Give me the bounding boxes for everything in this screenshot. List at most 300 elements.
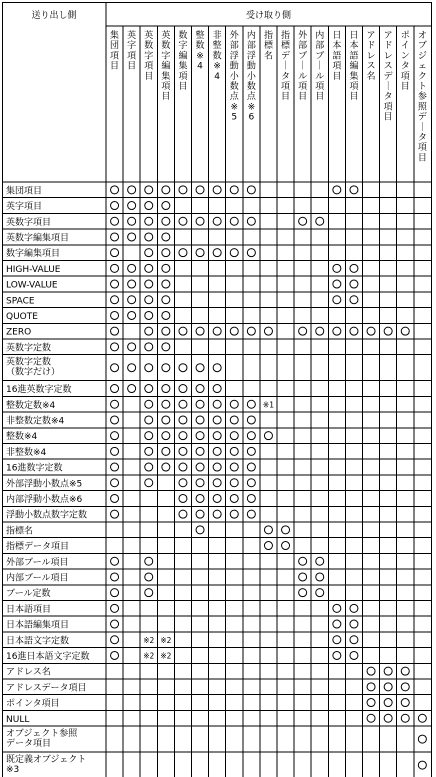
column-header-char: ア: [383, 31, 393, 41]
column-header-char: 編: [178, 51, 188, 62]
allowed-mark: [179, 494, 187, 502]
allowed-mark: [179, 364, 187, 372]
row-label: 集団項目: [6, 186, 43, 197]
table-row: [6, 200, 170, 212]
table-row: [6, 247, 255, 259]
column-header-char: ｜: [298, 61, 308, 72]
allowed-mark: [247, 510, 255, 518]
allowed-mark: [247, 186, 255, 194]
column-header-char: 数: [161, 41, 171, 52]
allowed-mark: [247, 494, 255, 502]
allowed-mark: [162, 385, 170, 393]
column-header-char: ブ: [417, 41, 427, 52]
allowed-mark: [145, 447, 153, 455]
allowed-mark: [179, 463, 187, 471]
row-label: （数字だけ）: [6, 367, 61, 378]
allowed-mark: [111, 573, 119, 581]
allowed-mark: [111, 249, 119, 257]
allowed-mark: [179, 479, 187, 487]
allowed-mark: [196, 494, 204, 502]
table-row: [6, 698, 409, 709]
allowed-mark: [179, 432, 187, 440]
allowed-mark: [111, 432, 119, 440]
allowed-mark: [418, 735, 426, 743]
column-header: [196, 29, 205, 72]
column-header-char: 集: [178, 61, 188, 72]
column-header-char: 5: [231, 112, 238, 123]
allowed-mark: [299, 573, 307, 581]
column-header: [418, 30, 428, 163]
column-header-char: 項: [315, 82, 325, 92]
allowed-mark: [179, 249, 187, 257]
allowed-mark: [111, 217, 119, 225]
column-header: [349, 30, 358, 102]
column-header-char: 字: [144, 51, 154, 62]
column-header-char: 項: [110, 51, 120, 62]
allowed-mark: [213, 327, 221, 335]
row-label: ZERO: [6, 327, 32, 338]
row-label: 外部ブール項目: [6, 557, 69, 568]
column-header-char: 字: [127, 41, 137, 52]
column-header-char: 項: [349, 82, 359, 92]
allowed-mark: [111, 400, 119, 408]
allowed-mark: [230, 217, 238, 225]
column-header-char: 集: [349, 71, 359, 82]
column-header-char: 項: [332, 61, 342, 72]
allowed-mark: [145, 249, 153, 257]
allowed-mark: [230, 249, 238, 257]
allowed-mark: [196, 447, 204, 455]
row-label: 非整数※4: [6, 447, 47, 458]
allowed-mark: [111, 651, 119, 659]
allowed-mark: [401, 667, 409, 675]
column-header-char: 非: [212, 31, 222, 41]
allowed-mark: [145, 479, 153, 487]
allowed-mark: [230, 463, 238, 471]
column-header-char: 内: [315, 31, 325, 41]
allowed-mark: [247, 217, 255, 225]
table-row: [6, 524, 290, 536]
allowed-mark: [299, 217, 307, 225]
row-label: LOW-VALUE: [6, 280, 58, 291]
column-header-char: 項: [281, 82, 291, 92]
allowed-mark: [213, 364, 221, 372]
allowed-mark: [333, 651, 341, 659]
table-row: [6, 414, 255, 426]
column-header-char: 数: [246, 82, 256, 92]
column-header-char: 目: [127, 61, 137, 72]
column-header-char: 目: [144, 71, 154, 82]
note-mark: ※2: [143, 651, 155, 661]
row-label: 16進数字定数: [6, 463, 63, 474]
row-label: 日本語文字定数: [6, 636, 70, 647]
table-row: [6, 509, 255, 521]
table-row: [6, 446, 255, 458]
row-label: 16進日本語文字定数: [6, 651, 90, 662]
note-mark: ※1: [262, 400, 274, 410]
allowed-mark: [418, 714, 426, 722]
column-header-char: タ: [417, 133, 427, 143]
allowed-mark: [213, 400, 221, 408]
allowed-mark: [179, 400, 187, 408]
allowed-mark: [111, 186, 119, 194]
table-row: [6, 753, 426, 775]
allowed-mark: [128, 233, 136, 241]
allowed-mark: [230, 327, 238, 335]
table-row: [6, 666, 409, 678]
column-header-char: ポ: [400, 31, 410, 41]
row-label: SPACE: [6, 296, 35, 307]
column-header: [298, 29, 308, 102]
allowed-mark: [162, 432, 170, 440]
allowed-mark: [128, 296, 136, 304]
column-header-char: 動: [246, 61, 256, 72]
allowed-mark: [162, 249, 170, 257]
allowed-mark: [128, 311, 136, 319]
table-row: [6, 727, 426, 749]
allowed-mark: [162, 311, 170, 319]
allowed-mark: [179, 217, 187, 225]
allowed-mark: [111, 620, 119, 628]
column-header: [264, 29, 274, 61]
allowed-mark: [230, 494, 238, 502]
row-label: アドレス名: [6, 667, 51, 678]
column-header-char: オ: [417, 31, 427, 41]
allowed-mark: [196, 432, 204, 440]
allowed-mark: [196, 526, 204, 534]
column-header-char: 編: [349, 61, 359, 72]
allowed-mark: [111, 463, 119, 471]
allowed-mark: [333, 620, 341, 628]
column-header: [230, 29, 240, 123]
allowed-mark: [418, 761, 426, 769]
allowed-mark: [213, 217, 221, 225]
table-row: [6, 603, 358, 615]
table-row: [6, 540, 290, 552]
table-row: [6, 430, 272, 442]
allowed-mark: [333, 636, 341, 644]
column-header-char: 数: [144, 41, 154, 52]
column-header: [161, 29, 170, 102]
row-label: 内部浮動小数点※6: [6, 494, 83, 505]
column-header-char: 目: [400, 82, 410, 92]
allowed-mark: [111, 479, 119, 487]
row-label: 指標名: [6, 526, 34, 537]
allowed-mark: [162, 280, 170, 288]
allowed-mark: [145, 364, 153, 372]
allowed-mark: [213, 432, 221, 440]
allowed-mark: [299, 557, 307, 565]
allowed-mark: [145, 327, 153, 335]
column-header-char: 部: [246, 41, 256, 52]
column-header-char: 編: [161, 61, 171, 72]
allowed-mark: [111, 589, 119, 597]
allowed-mark: [230, 400, 238, 408]
column-header-char: 集: [161, 71, 171, 82]
allowed-mark: [111, 296, 119, 304]
allowed-mark: [145, 311, 153, 319]
column-header-char: 数: [212, 51, 222, 62]
allowed-mark: [162, 463, 170, 471]
allowed-mark: [162, 186, 170, 194]
allowed-mark: [128, 385, 136, 393]
column-header-char: ル: [298, 71, 308, 82]
row-label: 日本語編集項目: [6, 620, 70, 631]
allowed-mark: [299, 327, 307, 335]
allowed-mark: [384, 699, 392, 707]
column-header-char: デ: [383, 71, 393, 82]
column-header-char: 項: [383, 102, 393, 113]
allowed-mark: [384, 327, 392, 335]
allowed-mark: [179, 186, 187, 194]
column-header-char: 項: [298, 82, 308, 92]
allowed-mark: [111, 343, 119, 351]
allowed-mark: [196, 416, 204, 424]
allowed-mark: [196, 385, 204, 393]
allowed-mark: [401, 699, 409, 707]
allowed-mark: [179, 447, 187, 455]
column-header-char: 指: [281, 31, 291, 41]
note-mark: ※2: [160, 635, 172, 645]
allowed-mark: [350, 280, 358, 288]
allowed-mark: [196, 364, 204, 372]
allowed-mark: [264, 432, 272, 440]
allowed-mark: [128, 343, 136, 351]
row-label: 既定義オブジェクト: [6, 755, 87, 766]
allowed-mark: [247, 327, 255, 335]
allowed-mark: [247, 416, 255, 424]
allowed-mark: [145, 186, 153, 194]
allowed-mark: [162, 296, 170, 304]
column-header-char: 点: [229, 92, 239, 103]
allowed-mark: [350, 296, 358, 304]
allowed-mark: [247, 479, 255, 487]
column-header-char: 部: [298, 41, 308, 52]
table-row: [6, 556, 324, 568]
allowed-mark: [162, 447, 170, 455]
column-header-char: 目: [298, 92, 308, 103]
row-label: 外部浮動小数点※5: [6, 479, 83, 490]
column-header-char: 英: [144, 31, 154, 41]
allowed-mark: [247, 249, 255, 257]
column-header-char: 字: [161, 51, 171, 62]
allowed-mark: [162, 364, 170, 372]
row-label: HIGH-VALUE: [6, 264, 61, 275]
allowed-mark: [128, 186, 136, 194]
table-row: [6, 477, 255, 489]
allowed-mark: [230, 510, 238, 518]
column-header-char: 日: [332, 31, 342, 41]
allowed-mark: [230, 432, 238, 440]
column-header-char: ブ: [315, 51, 325, 62]
column-header-char: 目: [383, 112, 393, 123]
column-header-char: ト: [417, 82, 427, 92]
allowed-mark: [179, 510, 187, 518]
row-label: 英数字定数: [6, 343, 52, 354]
allowed-mark: [350, 620, 358, 628]
row-label: QUOTE: [6, 311, 38, 322]
table-row: [6, 634, 358, 646]
table-row: [6, 280, 358, 291]
column-header: [315, 29, 324, 102]
column-header-char: 項: [127, 51, 137, 62]
column-header-char: タ: [281, 71, 291, 82]
allowed-mark: [111, 364, 119, 372]
note-mark: ※2: [143, 635, 155, 645]
column-header: [401, 30, 410, 92]
allowed-mark: [213, 510, 221, 518]
allowed-mark: [213, 416, 221, 424]
allowed-mark: [196, 479, 204, 487]
column-header-char: 数: [195, 41, 205, 52]
column-header-char: 数: [229, 82, 239, 92]
column-header-char: ド: [366, 41, 376, 52]
table-row: [6, 587, 324, 599]
table-row: [6, 216, 324, 228]
column-header-char: 浮: [246, 51, 256, 62]
allowed-mark: [333, 327, 341, 335]
table-row: [6, 296, 358, 307]
column-header-char: ※: [230, 102, 239, 113]
allowed-mark: [367, 714, 375, 722]
column-header-char: レ: [383, 51, 393, 62]
row-label: 16進英数字定数: [6, 385, 72, 396]
row-label: 指標データ項目: [6, 542, 70, 553]
allowed-mark: [179, 416, 187, 424]
allowed-mark: [162, 202, 170, 210]
allowed-mark: [111, 311, 119, 319]
allowed-mark: [162, 233, 170, 241]
row-label: アドレスデータ項目: [6, 683, 87, 694]
column-header-char: ※: [196, 51, 204, 62]
allowed-mark: [333, 296, 341, 304]
column-header-char: 外: [298, 31, 308, 41]
allowed-mark: [145, 296, 153, 304]
allowed-mark: [196, 510, 204, 518]
allowed-mark: [367, 683, 375, 691]
column-header: [332, 30, 341, 82]
column-header-char: 小: [246, 71, 256, 82]
table-row: [6, 264, 358, 275]
allowed-mark: [350, 604, 358, 612]
allowed-mark: [247, 432, 255, 440]
table-row: [6, 682, 409, 693]
column-header-char: 日: [349, 31, 359, 41]
column-header-char: 目: [349, 92, 359, 103]
allowed-mark: [384, 667, 392, 675]
allowed-mark: [264, 526, 272, 534]
allowed-mark: [213, 249, 221, 257]
column-header-char: 4: [214, 71, 221, 82]
allowed-mark: [111, 447, 119, 455]
column-header-char: 目: [161, 92, 171, 103]
allowed-mark: [196, 186, 204, 194]
column-header: [127, 29, 136, 72]
column-header-char: 点: [246, 92, 256, 103]
allowed-mark: [367, 699, 375, 707]
column-header-char: ス: [383, 61, 393, 72]
column-header-char: 照: [417, 102, 427, 113]
allowed-mark: [196, 463, 204, 471]
allowed-mark: [350, 651, 358, 659]
column-header-char: 字: [178, 41, 188, 52]
column-header-char: 部: [229, 41, 239, 52]
allowed-mark: [145, 400, 153, 408]
row-label: オブジェクト参照: [6, 729, 78, 740]
column-header-char: 本: [332, 41, 342, 52]
column-header-char: 目: [110, 61, 120, 72]
row-label: 日本語項目: [6, 604, 52, 615]
column-header: [110, 29, 119, 72]
allowed-mark: [316, 327, 324, 335]
column-header-char: 浮: [229, 51, 239, 62]
column-header: [144, 29, 153, 82]
column-header-char: 外: [229, 31, 239, 41]
column-header-char: 目: [332, 71, 342, 82]
column-header-char: ｜: [281, 61, 291, 72]
allowed-mark: [111, 280, 119, 288]
column-header: [247, 29, 257, 123]
column-header-char: 6: [248, 112, 255, 123]
allowed-mark: [162, 327, 170, 335]
allowed-mark: [213, 385, 221, 393]
allowed-mark: [111, 416, 119, 424]
table-row: [6, 571, 324, 583]
column-header-char: 整: [212, 41, 222, 52]
row-label: 英数字編集項目: [6, 233, 70, 244]
allowed-mark: [333, 604, 341, 612]
allowed-mark: [401, 714, 409, 722]
allowed-mark: [213, 494, 221, 502]
allowed-mark: [264, 542, 272, 550]
table-row: [6, 650, 358, 662]
row-label: 整数※4: [6, 432, 38, 443]
allowed-mark: [384, 714, 392, 722]
column-header-char: 目: [281, 92, 291, 103]
row-label: 英字項目: [6, 202, 43, 213]
allowed-mark: [401, 683, 409, 691]
column-header: [367, 31, 376, 82]
allowed-mark: [350, 327, 358, 335]
column-header-char: 参: [417, 92, 427, 103]
column-header-char: 名: [366, 71, 376, 82]
allowed-mark: [111, 604, 119, 612]
column-header-char: ｜: [315, 61, 325, 72]
row-label: NULL: [6, 714, 30, 725]
allowed-mark: [179, 327, 187, 335]
column-header-char: 語: [349, 51, 359, 62]
column-header-char: 目: [417, 153, 427, 164]
table-row: [6, 714, 426, 725]
column-header-char: ク: [417, 71, 427, 82]
table-row: [6, 383, 221, 395]
allowed-mark: [111, 636, 119, 644]
allowed-mark: [111, 494, 119, 502]
column-header-char: ※: [213, 61, 221, 72]
allowed-mark: [145, 463, 153, 471]
allowed-mark: [162, 217, 170, 225]
row-label: 非整数定数※4: [6, 416, 65, 427]
column-header-char: 項: [417, 143, 427, 154]
column-header-char: 整: [195, 31, 205, 41]
allowed-mark: [111, 233, 119, 241]
row-label: ポインタ項目: [6, 699, 60, 710]
column-header-char: ｜: [417, 122, 427, 133]
table-row: [6, 184, 358, 196]
column-header-char: イ: [400, 41, 410, 52]
allowed-mark: [247, 447, 255, 455]
allowed-mark: [333, 280, 341, 288]
